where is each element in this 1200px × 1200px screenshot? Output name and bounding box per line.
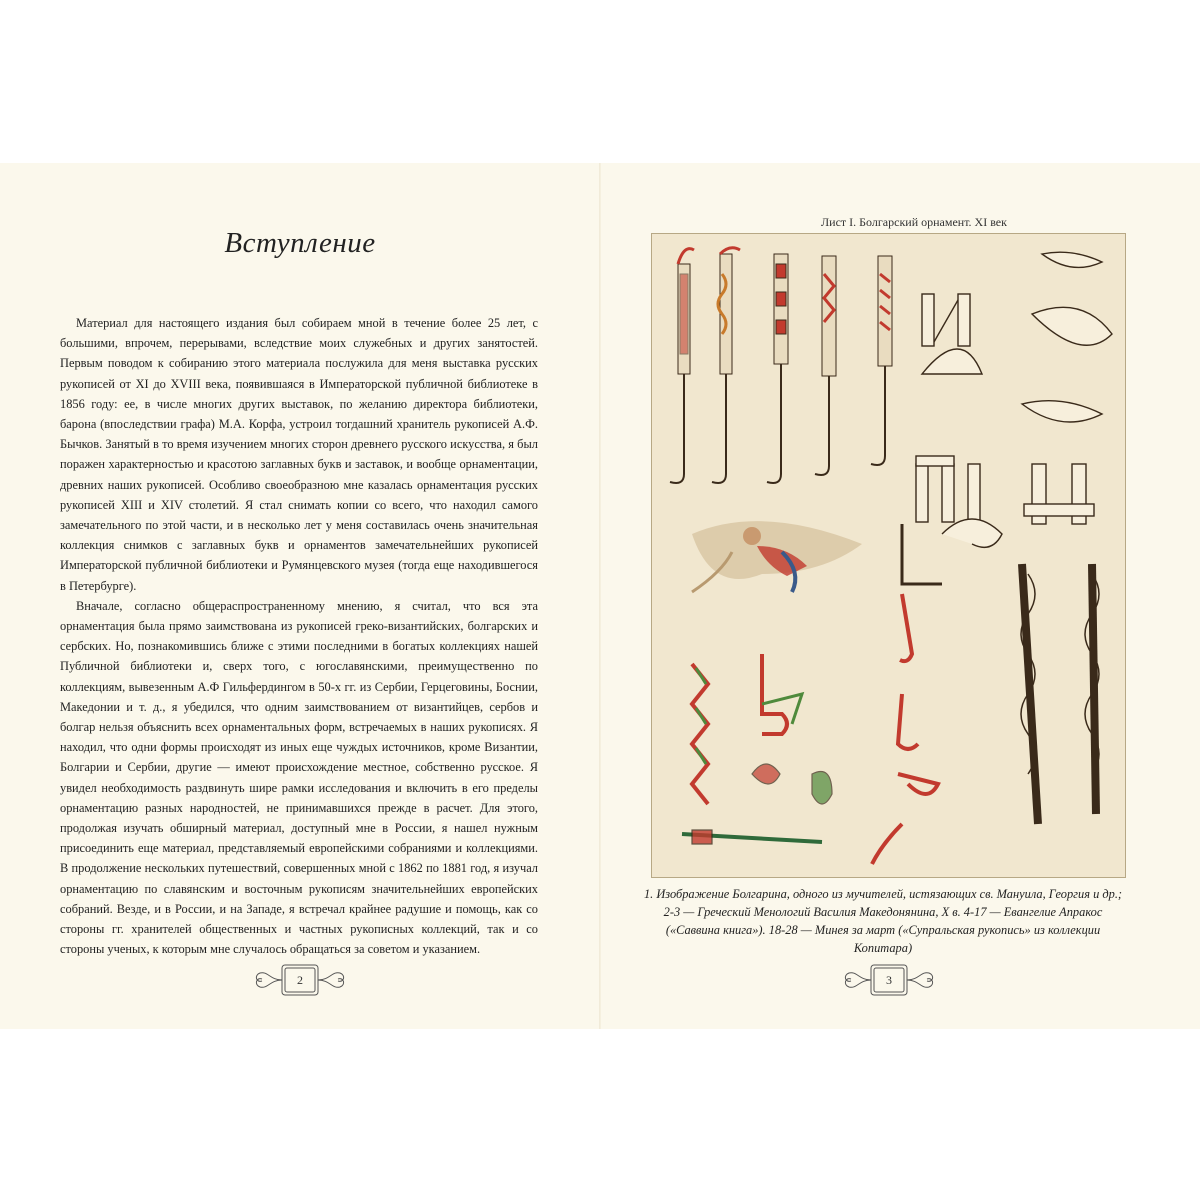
ornament-plate (651, 233, 1126, 878)
right-page (600, 163, 1200, 1029)
book-spread (0, 163, 1200, 1029)
initial-letters-row (670, 248, 892, 483)
colored-initials (682, 594, 938, 864)
bulgarian-figure-illustration (692, 521, 862, 592)
right-column-ornaments (1021, 252, 1112, 824)
page-number-ornament-left (240, 963, 360, 997)
page-number-left: 2 (297, 973, 303, 987)
outlined-initials (902, 294, 1002, 584)
plate-caption: 1. Изображение Болгарина, одного из мучителей, истязающих св. Мануила, Георгия и др.; 2-3 — Греческий Менологий Василия Македонянина, X в. 4-17 — Евангелие Апракос («Саввина книга»). 18-28 — Минея за март («Супральская рукопись» из коллекции Копитара) (643, 887, 1123, 955)
page-number-right: 3 (886, 973, 892, 987)
paragraph-2: Вначале, согласно общераспространенному мнению, я считал, что вся эта орнаментация была прямо заимствована из рукописей греко-византийских, болгарских и сербских. Но, познакомившись ближе с этими последними в богатых коллекциях нашей Публичной библиотеки и, сверх того, с югославянскими, преимущественно по коллекциям, вывезенным А.Ф Гильфердингом в 50-х гг. из Сербии, Герцеговины, Боснии, Македонии и т. д., я убедился, что одним заимствованием от византийцев, сербов и болгар нельзя объяснить всех орнаментальных форм, встречаемых в наших рукописях. Я находил, что одни формы происходят из иных еще чуждых источников, кроме Византии, Болгарии и Сербии, другие — имеют происхождение местное, собственно русское. Я увидел необходимость раздвинуть шире рамки исследования и включить в его пределы орнаментацию разных народностей, не принимавшихся прежде в расчет. Для этого, продолжая изучать обширный материал, доступный мне в России, я нашел нужным присоединить еще материал, представляемый европейскими собраниями и коллекциями. В продолжение нескольких путешествий, совершенных мной с 1862 по 1881 год, я изучал орнаментацию по славянским и восточным рукописям значительнейших европейских собраний. Везде, и в России, и на Западе, я встречал крайнее радушие и помощь, как со стороны гг. хранителей общественных и частных рукописных коллекций, так и со стороны ученых, к которым мне случалось обращаться за советом и указанием. (60, 598, 538, 957)
page-number-ornament-right (829, 963, 949, 997)
plate-title: Лист I. Болгарский орнамент. XI век (821, 215, 1007, 229)
paragraph-1: Материал для настоящего издания был собираем мной в течение более 25 лет, с большими, впрочем, перерывами, вследствие моих служебных и других занятостей. Первым поводом к собиранию этого материала послужила для меня выставка русских рукописей от XI до XVIII века, появившаяся в Императорской публичной библиотеке в 1856 году: ее, в числе многих других выставок, по желанию директора библиотеки, барона (впоследствии графа) М.А. Корфа, устроил тогдашний хранитель рукописей А.Ф. Бычков. Занятый в то время изучением многих сторон древнего русского искусства, я был поражен характерностью и красотою заглавных букв и заставок, и вообще орнаментации, древних наших рукописей. Особливо своеобразною мне казалась орнаментация русских рукописей XIII и XIV столетий. Я стал снимать копии со всего, что находил самого замечательного по этой части, и в несколько лет у меня составилась очень значительная коллекция снимков с заглавных букв и орнаментов замечательнейших рукописей Императорской публичной библиотеки и Румянцевского музея (тогда еще находившегося в Петербурге). (60, 316, 538, 593)
left-page (0, 163, 600, 1029)
chapter-title: Вступление (224, 227, 376, 259)
bulgarian-ornament-illustration (652, 234, 1126, 878)
body-text (60, 313, 538, 960)
